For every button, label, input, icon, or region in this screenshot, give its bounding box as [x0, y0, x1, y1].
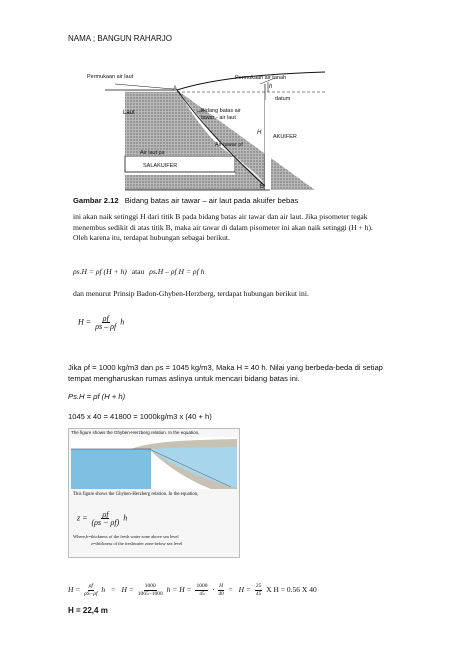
- calc-f5-den: 45: [255, 591, 262, 597]
- label-h: h: [269, 84, 273, 90]
- eq2-tail: h: [120, 317, 125, 327]
- figure2-title: The figure shows the Ghyben-Herzberg relation. In the equation,: [71, 430, 200, 435]
- calc-t1: h = H =: [101, 585, 134, 595]
- figure2-diagram: [71, 437, 237, 489]
- calc-f4-num: H: [219, 583, 224, 589]
- figure2-where-1: Where,h=thickness of the fresh water zone above sea level: [73, 534, 179, 539]
- eq2-num: ρf: [102, 314, 109, 323]
- label-saltwater: Air laut ρs: [140, 150, 165, 156]
- eq2-den: ρs – ρf: [95, 322, 117, 331]
- label-point-b: B: [260, 184, 265, 190]
- equation-1: [73, 267, 373, 278]
- fig2-eq-lhs: z =: [77, 513, 88, 523]
- calc-f1-den: ρS−ρf: [84, 591, 98, 597]
- fig2-eq-tail: h: [123, 513, 128, 523]
- calc-t3: ·: [212, 585, 215, 595]
- typed-line-1: Jika ρf = 1000 kg/m3 dan ρs = 1045 kg/m3, Maka H = 40 h. Nilai yang berbeda-beda di setiap tempat mengharuskan rumas aslinya untuk mencari bidang batas ini.: [68, 363, 383, 383]
- calc-result: H = 22,4 m: [68, 606, 108, 615]
- interface-diagram-svg: [85, 70, 385, 200]
- fig2-eq-num: ρf: [102, 510, 109, 519]
- calc-f2-num: 1000: [144, 583, 156, 589]
- figure1-caption: [73, 196, 298, 205]
- label-point-a: A: [173, 86, 178, 92]
- figure2-equation: [77, 511, 127, 526]
- calc-f3-den: 45: [199, 591, 205, 597]
- label-sea-surface: Permukaan air laut: [87, 74, 134, 80]
- calc-f1-num: ρf: [88, 583, 93, 589]
- calc-f4-den: 40: [218, 591, 224, 597]
- calc-f2-den: 1065−1000: [137, 591, 163, 597]
- caption-label: Gambar 2.12: [73, 196, 119, 205]
- ghyben-herzberg-figure: [68, 428, 240, 558]
- book-paragraph-2: dan menurut Prinsip Badon-Ghyben-Herzberg, terdapat hubungan berikut ini.: [73, 289, 309, 298]
- interface-diagram: [85, 70, 385, 200]
- typed-line-2: Ps.H = ρf (H + h): [68, 392, 126, 401]
- label-aquifer: AKUIFER: [273, 134, 297, 140]
- eq1-right: ρs.H – ρf H = ρf h: [149, 267, 205, 276]
- label-ground-surface: Permukaan air tanah: [235, 75, 287, 81]
- label-datum: datum: [275, 96, 291, 102]
- label-fresh: Air tawar ρf: [215, 142, 243, 148]
- author-name: NAMA ; BANGUN RAHARJO: [68, 34, 173, 43]
- eq1-left: ρs.H = ρf (H + h): [73, 267, 127, 276]
- fig2-eq-den: (ρs − ρf): [91, 518, 120, 527]
- calc-t5: X H = 0.56 X 40: [266, 585, 317, 595]
- calc-f5-num: 25: [255, 583, 262, 589]
- eq2-lhs: H =: [78, 317, 92, 327]
- label-sea: Laut: [123, 110, 135, 116]
- label-interface: Bidang batas air tawar - air laut: [201, 108, 241, 121]
- book-paragraph-1: ini akan naik setinggi H dari titik B pada bidang batas air tawar dan air laut. Jika pisometer tegak menembus sedikit di atas titik B, maka air tawar di dalam pisometer ini akan naik setinggi (H + h). Oleh karena itu, terdapat hubungan sebagai berikut.: [73, 212, 373, 243]
- salakuifer-box: [125, 156, 235, 172]
- calc-h-lhs: H =: [68, 585, 81, 595]
- figure2-caption: This figure shows the Ghyben-Herzberg relation. In the equation,: [73, 492, 199, 497]
- label-big-h: H: [257, 130, 262, 136]
- figure2-where-2: z=thickness of the freshwater zone below sea level: [91, 541, 183, 546]
- equation-2: [78, 315, 124, 330]
- calc-f3-num: 1000: [196, 583, 208, 589]
- caption-text: Bidang batas air tawar – air laut pada akuifer bebas: [124, 196, 299, 205]
- calc-t2: h = H =: [166, 585, 192, 595]
- eq1-mid: atau: [131, 267, 145, 276]
- calculation-line: [68, 583, 428, 598]
- calc-t4: = H =: [227, 585, 251, 595]
- typed-line-3: 1045 x 40 = 41800 = 1000kg/m3 x (40 + h): [68, 412, 212, 421]
- label-salakuifer: SALAKUIFER: [143, 163, 178, 169]
